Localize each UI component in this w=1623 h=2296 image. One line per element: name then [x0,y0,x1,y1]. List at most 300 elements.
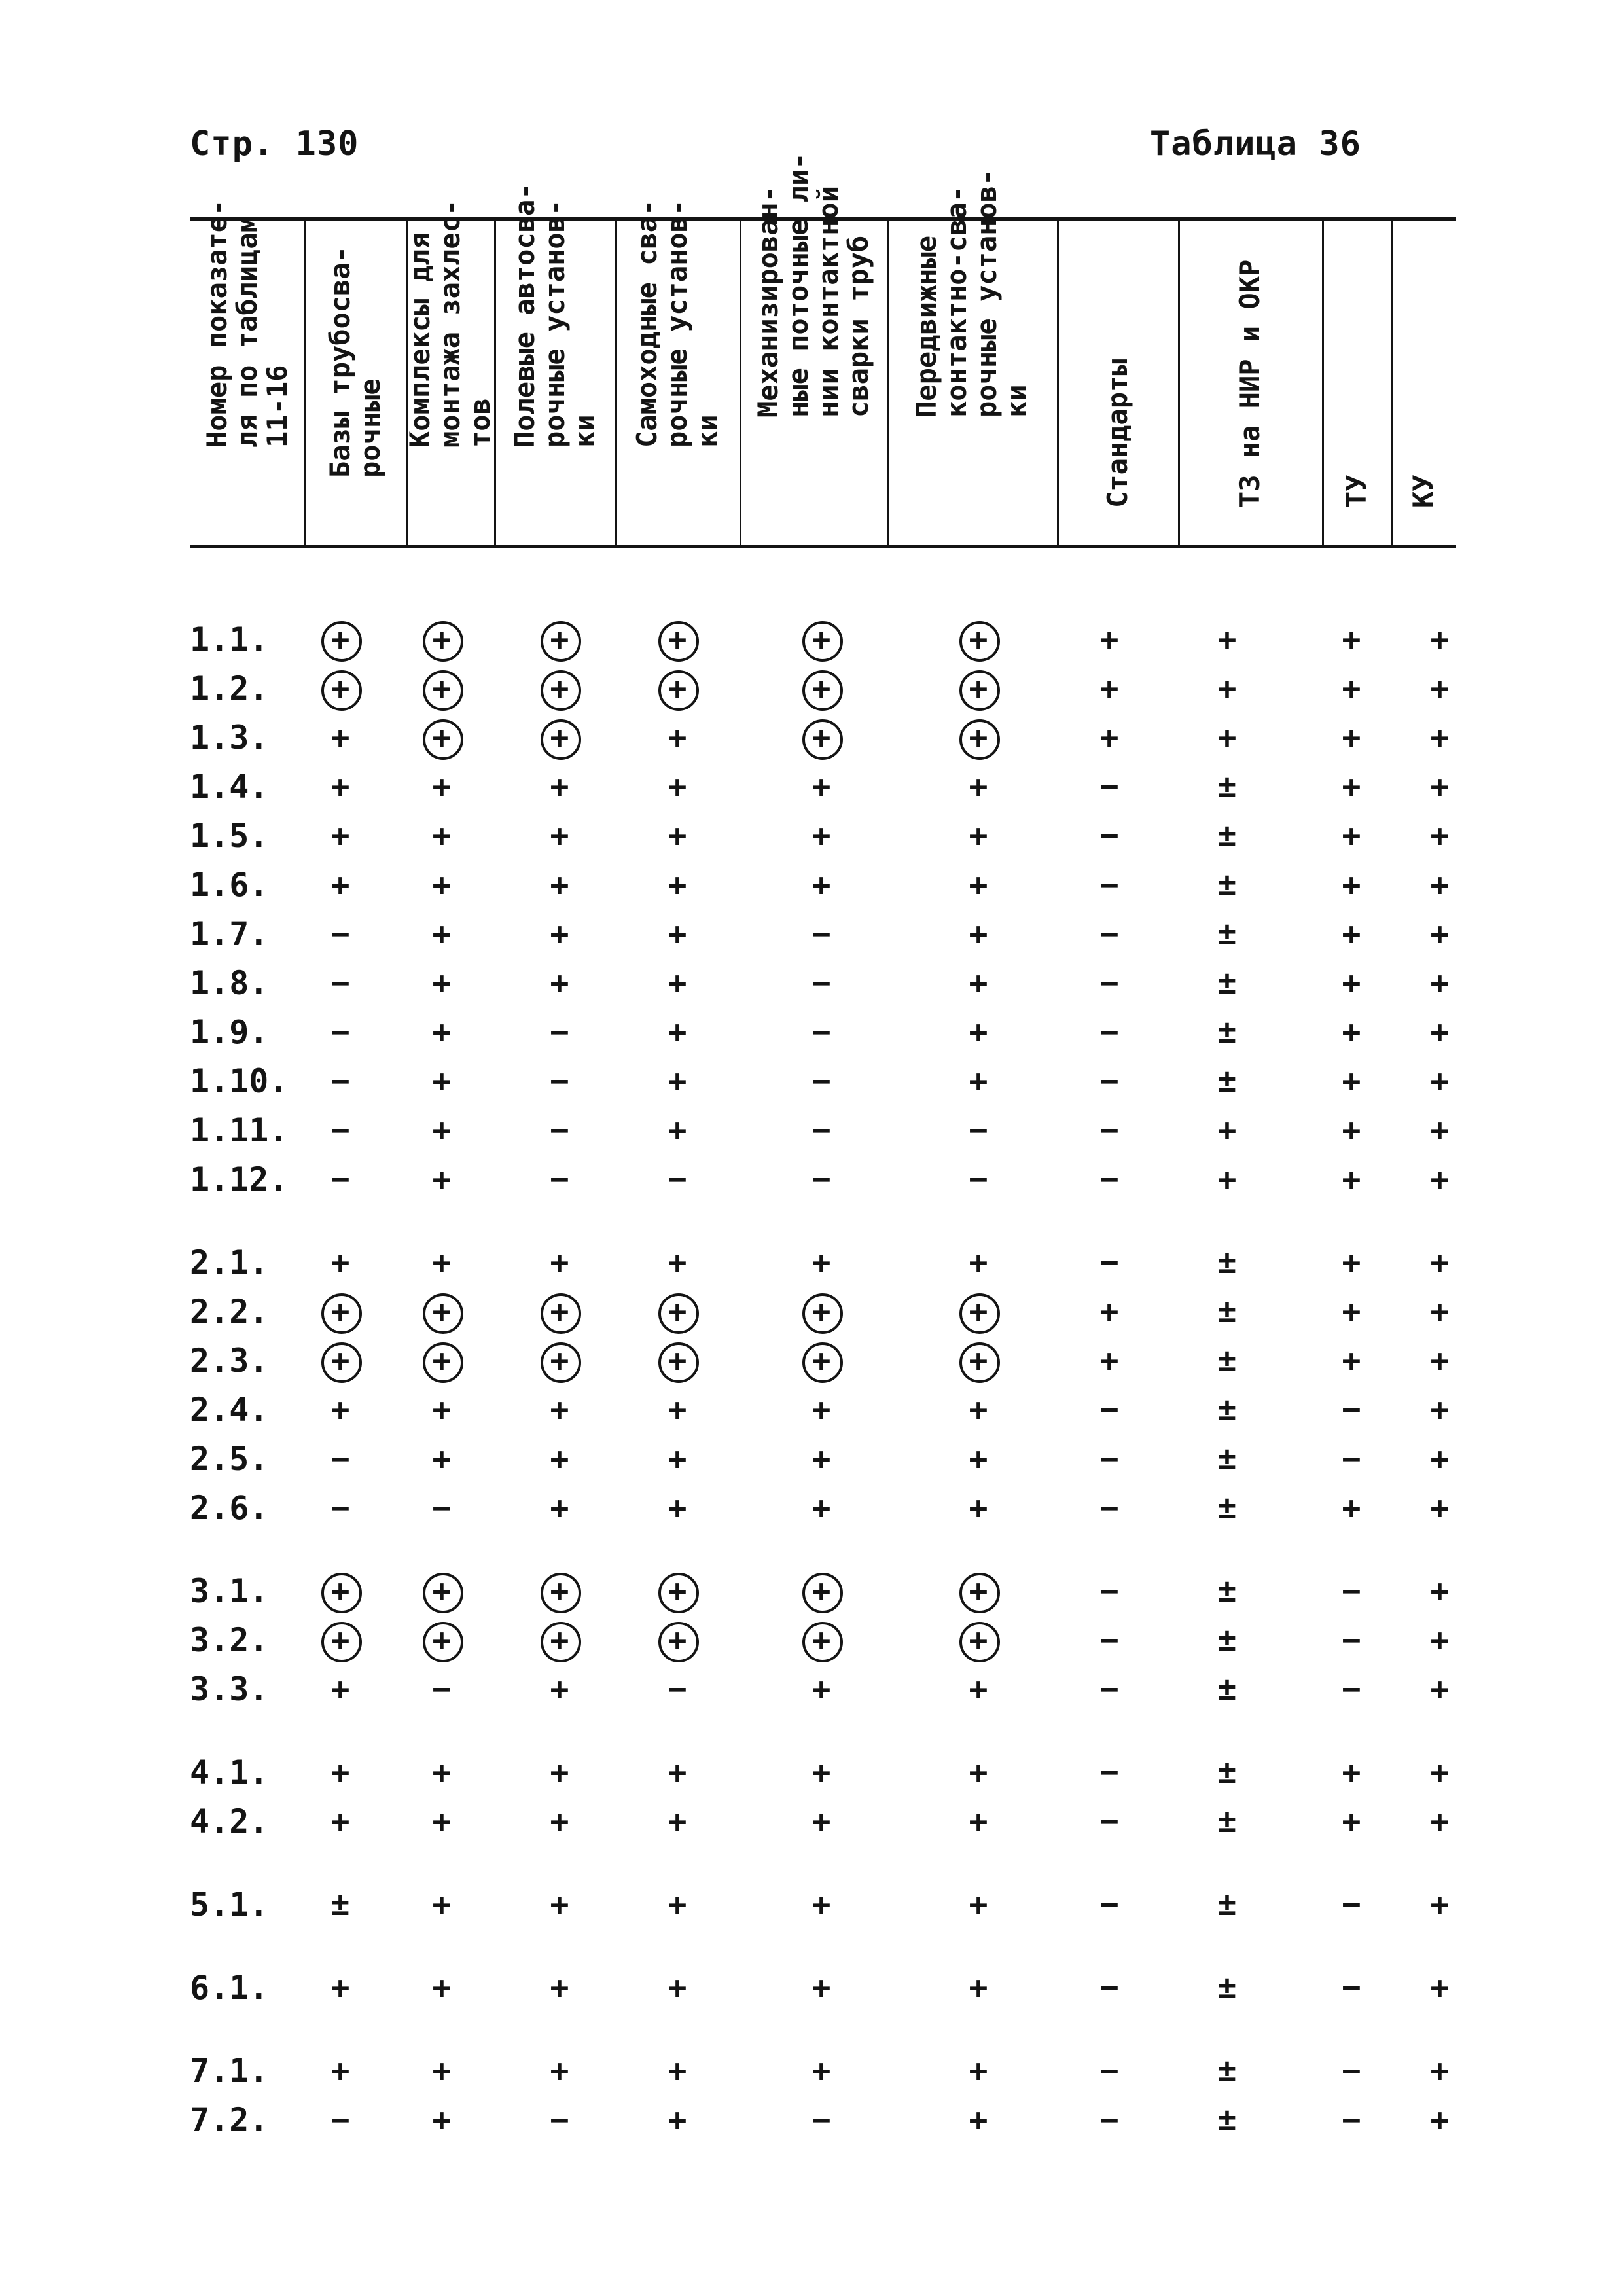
circled-plus-mark: + [946,713,1011,762]
plus-mark: + [432,1754,452,1791]
column-header [740,152,887,545]
plus-mark: + [1430,621,1450,658]
plus-mark: + [330,719,350,756]
plus-mark: + [1342,1161,1361,1198]
plus-mark: + [812,1803,831,1840]
circled-plus-mark: + [645,1567,710,1616]
plus-mark: + [550,1441,569,1477]
plus-mark: + [812,1490,831,1526]
plus-mark: + [1099,621,1119,658]
minus-mark: − [812,1112,831,1149]
plus-mark: + [668,2102,687,2138]
minus-mark: − [1099,1490,1119,1526]
plus-mark: + [432,817,452,854]
row-label: 2.3. [190,1342,269,1380]
plus-mark: + [668,1754,687,1791]
plus-minus-mark: ± [1217,1391,1237,1428]
plus-mark: + [432,1803,452,1840]
minus-mark: − [1099,2053,1119,2089]
plus-mark: + [550,1754,569,1791]
circled-plus-mark: + [409,1287,474,1336]
circled-plus-mark: + [409,1567,474,1616]
minus-mark: − [812,965,831,1001]
plus-mark: + [1430,1244,1450,1281]
plus-minus-mark: ± [1217,817,1237,854]
plus-mark: + [1430,1014,1450,1050]
minus-mark: − [1099,1573,1119,1609]
plus-mark: + [330,2053,350,2089]
minus-mark: − [330,1490,350,1526]
plus-mark: + [812,1671,831,1708]
plus-mark: + [668,2053,687,2089]
plus-mark: + [668,1391,687,1428]
plus-mark: + [1430,817,1450,854]
table-row [190,910,1456,959]
plus-minus-mark: ± [1217,1244,1237,1281]
plus-mark: + [668,867,687,903]
minus-mark: − [1342,1886,1361,1923]
plus-mark: + [330,1803,350,1840]
table-row [190,1106,1456,1155]
circled-plus-mark: + [946,664,1011,713]
plus-mark: + [550,2053,569,2089]
plus-mark: + [432,1112,452,1149]
circled-plus-mark: + [789,1336,854,1386]
plus-mark: + [432,1969,452,2006]
plus-mark: + [969,1754,988,1791]
minus-mark: − [1099,1112,1119,1149]
circled-plus-mark: + [645,664,710,713]
plus-mark: + [432,2053,452,2089]
plus-mark: + [432,916,452,952]
plus-mark: + [330,1754,350,1791]
minus-mark: − [1099,1161,1119,1198]
plus-mark: + [969,1063,988,1100]
column-header-label: Самоходные сва- рочные установ- ки [631,199,723,448]
plus-mark: + [812,867,831,903]
circled-plus-mark: + [308,1567,373,1616]
plus-mark: + [1217,621,1237,658]
plus-mark: + [550,916,569,952]
plus-mark: + [812,1441,831,1477]
table-row [190,861,1456,910]
plus-mark: + [1430,1490,1450,1526]
column-header-label: ТУ [1340,475,1372,508]
circled-plus-mark: + [789,1616,854,1665]
plus-mark: + [1430,1969,1450,2006]
plus-mark: + [1430,670,1450,707]
minus-mark: − [812,1161,831,1198]
circled-plus-mark: + [946,1287,1011,1336]
table-row [190,2047,1456,2096]
minus-mark: − [1099,2102,1119,2138]
plus-mark: + [1217,670,1237,707]
minus-mark: − [1342,2102,1361,2138]
circled-plus-mark: + [789,713,854,762]
minus-mark: − [1099,867,1119,903]
minus-mark: − [1342,1969,1361,2006]
plus-minus-mark: ± [1217,1803,1237,1840]
plus-mark: + [969,1803,988,1840]
circled-plus-mark: + [789,1287,854,1336]
minus-mark: − [1099,817,1119,854]
plus-mark: + [550,965,569,1001]
table-row [190,1797,1456,1846]
plus-mark: + [668,1014,687,1050]
plus-mark: + [668,916,687,952]
plus-mark: + [812,1244,831,1281]
plus-minus-mark: ± [1217,965,1237,1001]
plus-mark: + [1217,1112,1237,1149]
plus-mark: + [969,817,988,854]
circled-plus-mark: + [789,664,854,713]
column-header [494,183,615,545]
plus-mark: + [812,1391,831,1428]
row-label: 2.2. [190,1293,269,1331]
plus-mark: + [432,2102,452,2138]
column-header [304,221,406,545]
column-header [190,199,304,545]
row-label: 1.4. [190,768,269,806]
plus-mark: + [812,1754,831,1791]
circled-plus-mark: + [527,1336,592,1386]
table-row [190,1238,1456,1287]
row-label: 3.3. [190,1670,269,1708]
plus-mark: + [1342,621,1361,658]
plus-mark: + [1342,1014,1361,1050]
plus-mark: + [1430,1112,1450,1149]
plus-mark: + [330,1244,350,1281]
header-bottom-rule [190,545,1456,548]
minus-mark: − [1099,1014,1119,1050]
column-header [1057,221,1178,545]
minus-mark: − [969,1112,988,1149]
circled-plus-mark: + [308,1336,373,1386]
table-row [190,1287,1456,1336]
plus-mark: + [1430,1803,1450,1840]
plus-mark: + [330,768,350,805]
minus-mark: − [1099,1622,1119,1659]
plus-mark: + [1342,1754,1361,1791]
minus-mark: − [812,1063,831,1100]
plus-mark: + [969,1671,988,1708]
plus-mark: + [969,916,988,952]
plus-mark: + [1430,1391,1450,1428]
row-label: 1.10. [190,1062,289,1100]
plus-mark: + [812,768,831,805]
table-row [190,1336,1456,1386]
table-row [190,713,1456,762]
plus-mark: + [969,965,988,1001]
plus-mark: + [1430,1754,1450,1791]
plus-mark: + [1430,1063,1450,1100]
table-row [190,1748,1456,1797]
row-label: 7.2. [190,2101,269,2139]
minus-mark: − [1342,2053,1361,2089]
minus-mark: − [1342,1441,1361,1477]
plus-mark: + [969,1969,988,2006]
minus-mark: − [1099,1969,1119,2006]
circled-plus-mark: + [527,615,592,664]
minus-mark: − [330,1014,350,1050]
circled-plus-mark: + [645,1616,710,1665]
circled-plus-mark: + [527,1287,592,1336]
plus-mark: + [1342,670,1361,707]
minus-mark: − [1099,1754,1119,1791]
circled-plus-mark: + [946,1336,1011,1386]
minus-mark: − [1342,1622,1361,1659]
plus-mark: + [550,817,569,854]
plus-minus-mark: ± [1217,1573,1237,1609]
row-label: 6.1. [190,1969,269,2007]
plus-mark: + [668,1441,687,1477]
table-row [190,1567,1456,1616]
plus-mark: + [330,1671,350,1708]
plus-mark: + [1430,768,1450,805]
plus-minus-mark: ± [1217,2053,1237,2089]
minus-mark: − [550,2102,569,2138]
plus-mark: + [330,1391,350,1428]
plus-mark: + [432,1014,452,1050]
plus-minus-mark: ± [1217,1293,1237,1330]
plus-mark: + [969,768,988,805]
table-header [190,152,1456,551]
minus-mark: − [330,1063,350,1100]
plus-mark: + [1430,719,1450,756]
table-row [190,1057,1456,1106]
plus-minus-mark: ± [1217,1886,1237,1923]
plus-mark: + [1099,1293,1119,1330]
minus-mark: − [1099,1671,1119,1708]
minus-mark: − [330,916,350,952]
plus-mark: + [1342,1342,1361,1379]
column-header [1322,221,1391,545]
plus-mark: + [1342,1063,1361,1100]
table-row [190,1964,1456,2013]
plus-mark: + [1342,817,1361,854]
column-header [1178,221,1322,545]
plus-mark: + [432,1063,452,1100]
plus-mark: + [1342,1112,1361,1149]
minus-mark: − [812,1014,831,1050]
minus-mark: − [550,1063,569,1100]
table-row [190,1665,1456,1714]
plus-mark: + [330,867,350,903]
row-label: 1.6. [190,866,269,904]
plus-mark: + [1217,719,1237,756]
plus-minus-mark: ± [1217,1014,1237,1050]
plus-mark: + [1099,719,1119,756]
plus-mark: + [550,1671,569,1708]
row-label: 1.3. [190,719,269,757]
plus-mark: + [1217,1161,1237,1198]
circled-plus-mark: + [308,1287,373,1336]
circled-plus-mark: + [409,713,474,762]
plus-minus-mark: ± [1217,1969,1237,2006]
plus-mark: + [812,1969,831,2006]
plus-mark: + [550,1969,569,2006]
minus-mark: − [668,1671,687,1708]
circled-plus-mark: + [645,1287,710,1336]
plus-minus-mark: ± [1217,1671,1237,1708]
row-label: 3.1. [190,1572,269,1610]
column-header-label: КУ [1407,475,1439,508]
minus-mark: − [969,1161,988,1198]
column-header-label: Полевые автосва- рочные установ- ки [508,183,601,448]
plus-mark: + [969,1441,988,1477]
plus-mark: + [1342,1293,1361,1330]
plus-mark: + [812,2053,831,2089]
circled-plus-mark: + [527,1616,592,1665]
plus-mark: + [969,1014,988,1050]
plus-mark: + [668,768,687,805]
table-row [190,615,1456,664]
row-label: 2.1. [190,1244,269,1282]
plus-mark: + [668,817,687,854]
minus-mark: − [1099,1803,1119,1840]
plus-mark: + [1342,916,1361,952]
plus-mark: + [1430,1573,1450,1609]
table-row [190,1008,1456,1057]
plus-minus-mark: ± [1217,867,1237,903]
page-number: Стр. 130 [190,124,359,164]
row-label: 1.11. [190,1111,289,1149]
minus-mark: − [1342,1671,1361,1708]
column-header [1391,221,1456,545]
plus-mark: + [1342,1803,1361,1840]
minus-mark: − [1342,1573,1361,1609]
plus-mark: + [550,1490,569,1526]
plus-minus-mark: ± [1217,1342,1237,1379]
circled-plus-mark: + [409,1336,474,1386]
row-label: 2.4. [190,1391,269,1429]
plus-mark: + [969,1244,988,1281]
plus-mark: + [330,1969,350,2006]
plus-mark: + [1099,1342,1119,1379]
plus-mark: + [969,1490,988,1526]
plus-minus-mark: ± [1217,2102,1237,2138]
plus-mark: + [969,2053,988,2089]
minus-mark: − [1099,1391,1119,1428]
plus-mark: + [1430,1886,1450,1923]
plus-mark: + [1430,867,1450,903]
minus-mark: − [330,1161,350,1198]
plus-mark: + [432,768,452,805]
table-row [190,664,1456,713]
row-label: 1.1. [190,620,269,658]
row-label: 4.2. [190,1803,269,1840]
plus-mark: + [1430,1342,1450,1379]
plus-mark: + [550,867,569,903]
plus-mark: + [550,1886,569,1923]
minus-mark: − [1099,916,1119,952]
minus-mark: − [432,1671,452,1708]
column-header-label: ТЗ на НИР и ОКР [1234,259,1266,508]
minus-mark: − [812,2102,831,2138]
plus-mark: + [550,1803,569,1840]
table-row [190,762,1456,812]
column-header-label: Передвижные контактно-сва- рочные установ- ки [910,169,1033,418]
column-header-label: Номер показате- ля по таблицам 11-16 [200,199,293,448]
plus-mark: + [1430,2053,1450,2089]
plus-mark: + [1342,965,1361,1001]
plus-mark: + [812,1886,831,1923]
circled-plus-mark: + [308,1616,373,1665]
row-label: 2.6. [190,1489,269,1527]
plus-mark: + [1430,1441,1450,1477]
minus-mark: − [1099,1244,1119,1281]
row-label: 1.5. [190,817,269,855]
table-title: Таблица 36 [1149,124,1361,164]
table-row [190,959,1456,1008]
circled-plus-mark: + [946,1567,1011,1616]
plus-mark: + [1430,2102,1450,2138]
plus-mark: + [432,1441,452,1477]
plus-mark: + [668,1112,687,1149]
minus-mark: − [330,1441,350,1477]
plus-mark: + [668,719,687,756]
row-label: 1.12. [190,1160,289,1198]
circled-plus-mark: + [409,1616,474,1665]
plus-mark: + [668,1063,687,1100]
circled-plus-mark: + [409,664,474,713]
row-label: 4.1. [190,1753,269,1791]
plus-mark: + [668,1969,687,2006]
column-header-label: Стандарты [1101,359,1133,508]
circled-plus-mark: + [409,615,474,664]
row-label: 1.2. [190,670,269,708]
plus-mark: + [969,867,988,903]
plus-mark: + [1342,768,1361,805]
plus-minus-mark: ± [1217,916,1237,952]
plus-mark: + [812,817,831,854]
plus-mark: + [969,2102,988,2138]
circled-plus-mark: + [527,713,592,762]
circled-plus-mark: + [308,664,373,713]
row-label: 5.1. [190,1886,269,1924]
plus-mark: + [668,1803,687,1840]
plus-mark: + [1430,965,1450,1001]
table-body [190,615,1456,2145]
table-row [190,1435,1456,1484]
plus-mark: + [432,965,452,1001]
plus-mark: + [668,1244,687,1281]
plus-minus-mark: ± [1217,1063,1237,1100]
plus-mark: + [550,1244,569,1281]
plus-mark: + [550,1391,569,1428]
column-header [615,199,740,545]
circled-plus-mark: + [946,1616,1011,1665]
circled-plus-mark: + [946,615,1011,664]
plus-minus-mark: ± [1217,1490,1237,1526]
plus-mark: + [668,965,687,1001]
plus-mark: + [668,1490,687,1526]
circled-plus-mark: + [527,664,592,713]
table-row [190,1616,1456,1665]
table-row [190,1484,1456,1533]
minus-mark: − [330,1112,350,1149]
minus-mark: − [1099,1441,1119,1477]
plus-mark: + [969,1391,988,1428]
table-row [190,2096,1456,2145]
plus-mark: + [330,817,350,854]
minus-mark: − [812,916,831,952]
plus-mark: + [1430,1671,1450,1708]
table-row [190,812,1456,861]
minus-mark: − [1099,965,1119,1001]
minus-mark: − [330,2102,350,2138]
circled-plus-mark: + [789,1567,854,1616]
